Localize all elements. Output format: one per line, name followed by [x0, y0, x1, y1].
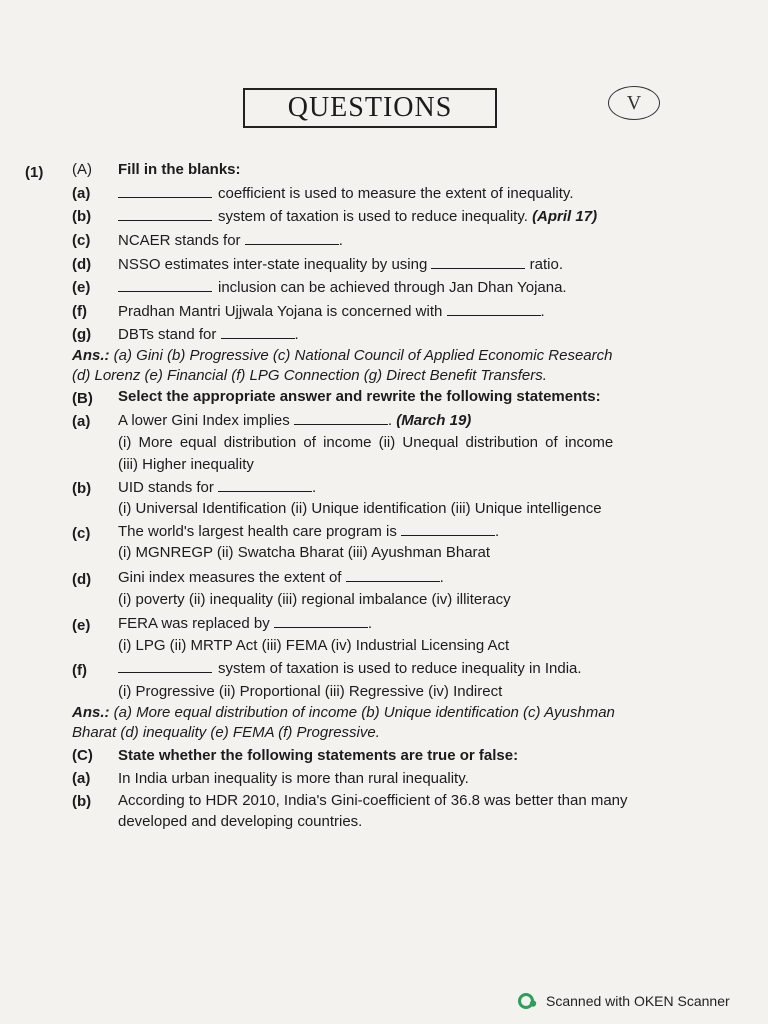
answer-blank [431, 256, 525, 269]
statement-item: According to HDR 2010, India's Gini-coefficient of 36.8 was better than many [118, 792, 628, 809]
mcq-item: A lower Gini Index implies . (March 19) [118, 412, 472, 429]
oken-scanner-logo-icon [518, 991, 538, 1011]
mcq-item: UID stands for . [118, 479, 317, 496]
mcq-options: (i) poverty (ii) inequality (iii) regional imbalance (iv) illiteracy [118, 591, 511, 608]
answer-blank [346, 569, 440, 582]
item-label: (a) [72, 413, 91, 430]
mcq-item: The world's largest health care program is . [118, 523, 500, 540]
fill-blank-item: system of taxation is used to reduce inequality. (April 17) [118, 207, 597, 227]
section-b-label: (B) [72, 390, 93, 407]
item-label: (c) [72, 525, 91, 542]
answer-blank [245, 232, 339, 245]
item-label: (e) [72, 617, 91, 634]
mcq-options: (i) More equal distribution of income (ii) Unequal distribution of income [118, 434, 614, 451]
mcq-item: system of taxation is used to reduce inequality in India. [118, 659, 582, 679]
answer-line: Ans.: (a) More equal distribution of income (b) Unique identification (c) Ayushman [72, 704, 615, 721]
mcq-options: (iii) Higher inequality [118, 456, 254, 473]
section-b-heading: Select the appropriate answer and rewrite the following statements: [118, 388, 601, 405]
answer-blank [447, 303, 541, 316]
handwritten-mark: V [608, 86, 660, 120]
mcq-options: (i) LPG (ii) MRTP Act (iii) FEMA (iv) Industrial Licensing Act [118, 637, 510, 654]
mcq-options: (i) MGNREGP (ii) Swatcha Bharat (iii) Ayushman Bharat [118, 544, 491, 561]
item-label: (d) [72, 256, 92, 273]
statement-item: developed and developing countries. [118, 813, 363, 830]
item-label: (b) [72, 480, 92, 497]
mcq-item: FERA was replaced by . [118, 615, 373, 632]
answer-blank [118, 279, 212, 292]
fill-blank-item: NCAER stands for . [118, 232, 343, 249]
answer-blank [118, 185, 212, 198]
item-label: (f) [72, 662, 87, 679]
answer-line: Ans.: (a) Gini (b) Progressive (c) National Council of Applied Economic Research [72, 347, 613, 364]
mcq-item: Gini index measures the extent of . [118, 569, 444, 586]
answer-blank [274, 615, 368, 628]
fill-blank-item: inclusion can be achieved through Jan Dhan Yojana. [118, 278, 567, 298]
item-label: (b) [72, 208, 92, 225]
statement-item: In India urban inequality is more than rural inequality. [118, 770, 469, 787]
watermark-text: Scanned with OKEN Scanner [546, 993, 730, 1009]
answer-blank [218, 479, 312, 492]
fill-blank-item: NSSO estimates inter-state inequality by using ratio. [118, 256, 564, 273]
section-a-label: (A) [72, 161, 92, 178]
mcq-options: (i) Progressive (ii) Proportional (iii) Regressive (iv) Indirect [118, 683, 503, 700]
scanner-watermark [518, 990, 730, 1012]
section-c-heading: State whether the following statements are true or false: [118, 747, 519, 764]
section-a-heading: Fill in the blanks: [118, 161, 241, 178]
fill-blank-item: coefficient is used to measure the extent of inequality. [118, 184, 574, 204]
answer-blank [401, 523, 495, 536]
fill-blank-item: DBTs stand for . [118, 326, 299, 343]
item-label: (f) [72, 303, 87, 320]
item-label: (d) [72, 571, 92, 588]
item-label: (a) [72, 770, 91, 787]
answer-blank [118, 208, 212, 221]
mcq-options: (i) Universal Identification (ii) Unique identification (iii) Unique intelligence [118, 500, 602, 517]
answer-blank [221, 326, 295, 339]
page-title: QUESTIONS [243, 88, 497, 128]
answer-blank [118, 660, 212, 673]
item-label: (c) [72, 232, 91, 249]
answer-line: Bharat (d) inequality (e) FEMA (f) Progressive. [72, 724, 380, 741]
question-number: (1) [25, 164, 44, 181]
fill-blank-item: Pradhan Mantri Ujjwala Yojana is concerned with . [118, 303, 545, 320]
answer-blank [294, 412, 388, 425]
section-c-label: (C) [72, 747, 93, 764]
item-label: (g) [72, 326, 92, 343]
item-label: (a) [72, 185, 91, 202]
item-label: (b) [72, 793, 92, 810]
item-label: (e) [72, 279, 91, 296]
answer-line: (d) Lorenz (e) Financial (f) LPG Connection (g) Direct Benefit Transfers. [72, 367, 547, 384]
